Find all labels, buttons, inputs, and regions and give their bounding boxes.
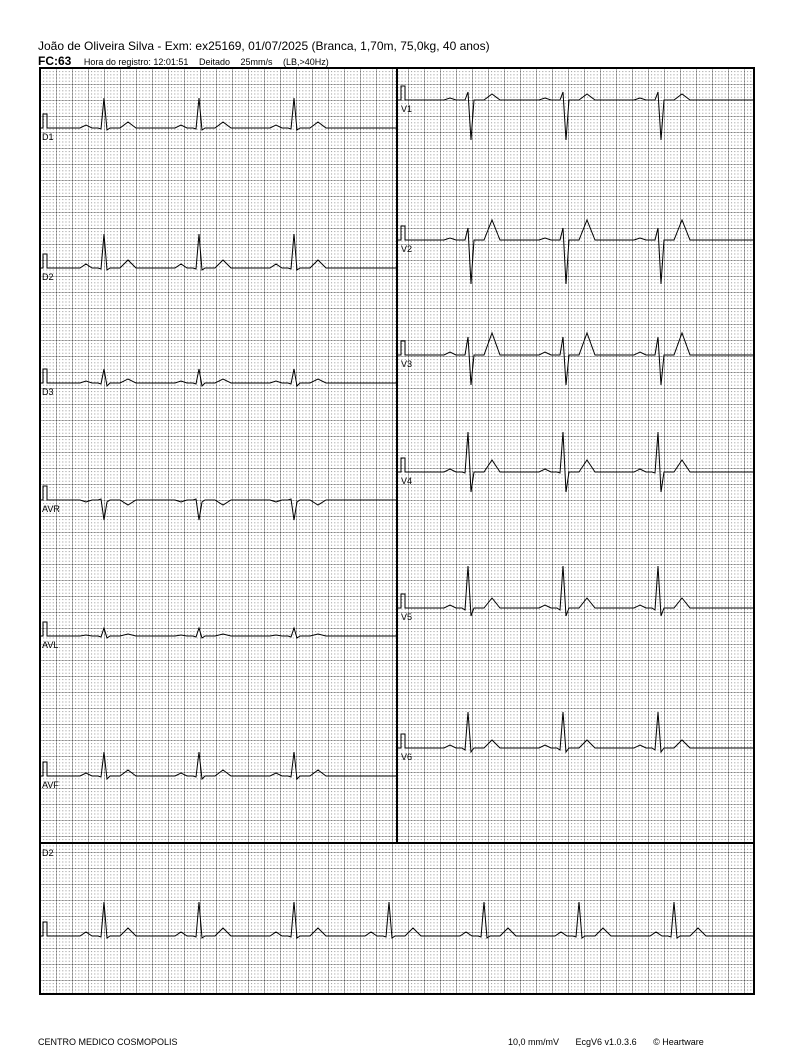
lead-label-avr: AVR: [42, 504, 60, 514]
lead-label-v6: V6: [401, 752, 413, 762]
patient-info: João de Oliveira Silva - Exm: ex25169, 01/07/2025 (Branca, 1,70m, 75,0kg, 40 anos): [38, 39, 490, 53]
lead-label-v3: V3: [401, 359, 413, 369]
patient-position: Deitado: [198, 57, 230, 67]
lead-label-d2: D2: [42, 272, 54, 282]
software-version: EcgV6 v1.0.3.6: [575, 1037, 637, 1047]
lead-label-v4: V4: [401, 476, 413, 486]
brand-name: © Heartware: [653, 1037, 704, 1047]
lead-label-d1: D1: [42, 132, 54, 142]
lead-label-d3: D3: [42, 387, 54, 397]
institution-name: CENTRO MEDICO COSMOPOLIS: [38, 1037, 178, 1047]
heart-rate: FC:63: [38, 54, 72, 68]
lead-label-avl: AVL: [42, 640, 59, 650]
lead-label-avf: AVF: [42, 780, 59, 790]
footer-info: [508, 1037, 704, 1047]
record-time: Hora do registro: 12:01:51: [83, 57, 189, 67]
lead-label-v1: V1: [401, 104, 413, 114]
lead-label-v2: V2: [401, 244, 413, 254]
paper-speed: 25mm/s: [240, 57, 273, 67]
gain-setting: 10,0 mm/mV: [508, 1037, 560, 1047]
lead-label-v5: V5: [401, 612, 413, 622]
filter-setting: (LB,>40Hz): [283, 57, 329, 67]
lead-label-d2: D2: [42, 848, 54, 858]
